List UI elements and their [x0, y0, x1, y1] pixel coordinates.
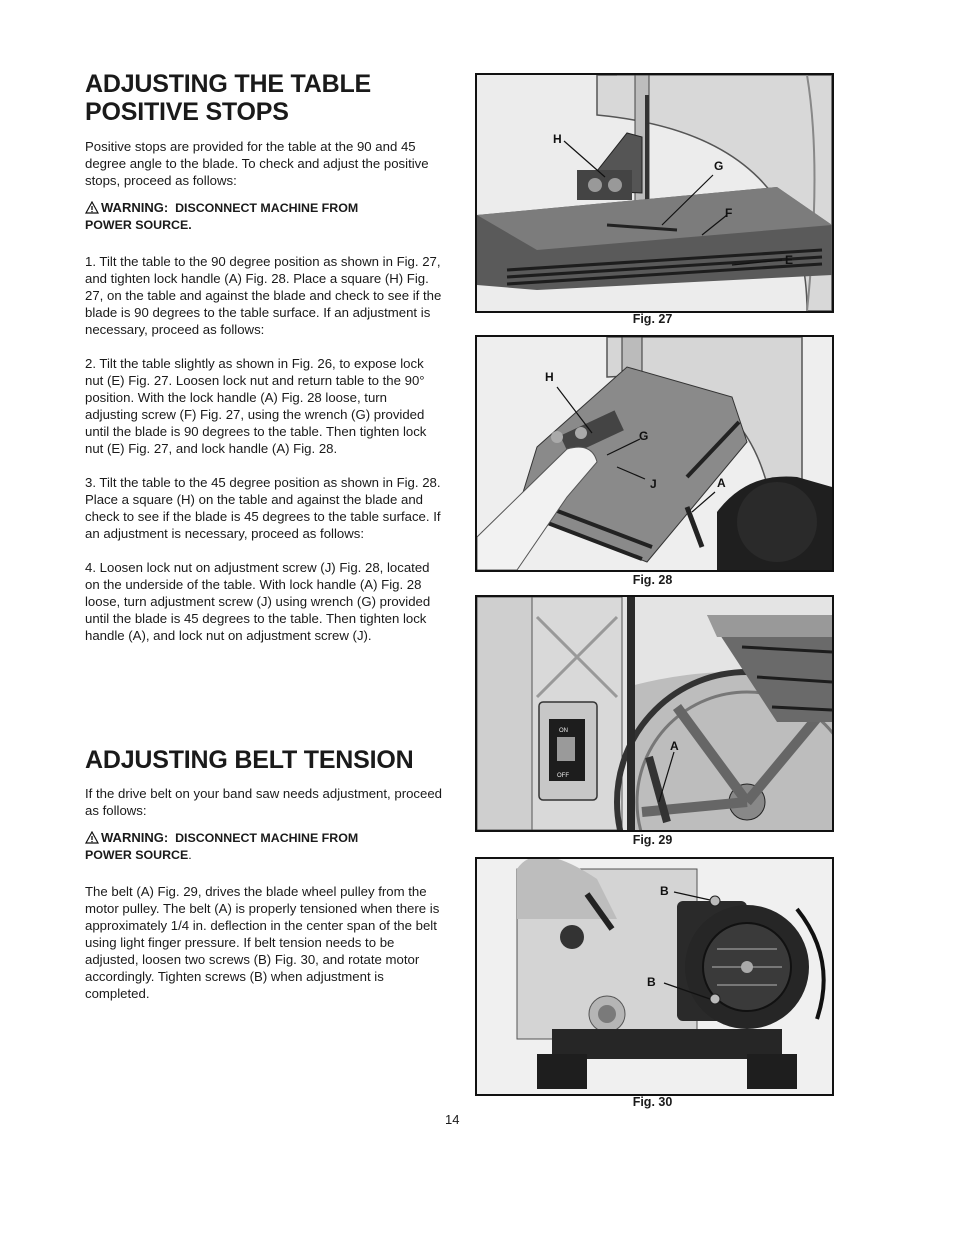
fig28-caption: Fig. 28: [632, 573, 673, 587]
belt-intro: If the drive belt on your band saw needs adjustment, proceed as follows:: [85, 786, 443, 818]
fig27-label-g: G: [714, 159, 724, 173]
belt-body: The belt (A) Fig. 29, drives the blade wheel pulley from the motor pulley. The belt (A) is properly tensioned when there is approximately 1/4 in. deflection in the center span of the belt using light finger pressure. If belt tension needs to be adjusted, loosen two screws (B) Fig. 30, and rotate motor accordingly. Tighten screws (B) when adjustment is completed.: [85, 884, 440, 1001]
fig27-label-f: F: [725, 206, 733, 220]
step-3: 3. Tilt the table to the 45 degree position as shown in Fig. 28. Place a square (H) on the table and against the blade and check to see if the blade is 45 degrees to the table surface. If an adjustment is necessary, proceed as follows:: [85, 475, 441, 541]
figure-29-photo: [475, 595, 834, 832]
fig27-caption: Fig. 27: [632, 312, 673, 326]
fig30-label-b-top: B: [660, 884, 669, 898]
step-2: 2. Tilt the table slightly as shown in Fig. 26, to expose lock nut (E) Fig. 27. Loosen lock nut and return table to the 90° position. With the lock handle (A) Fig. 28 loose, turn adjusting screw (F) Fig. 27, using the wrench (G) provided until the blade is 90 degrees to the table. Then tighten lock nut (E) Fig. 27, and lock handle (A) Fig. 28.: [85, 356, 427, 456]
fig30-label-b-bottom: B: [647, 975, 656, 989]
switch-off-label: OFF: [557, 773, 569, 779]
warning-block-2: WARNING: DISCONNECT MACHINE FROM POWER SOURCE.: [85, 830, 359, 862]
step-4: 4. Loosen lock nut on adjustment screw (J) Fig. 28, located on the underside of the table. With lock handle (A) Fig. 28 loose, turn adjustment screw (J) using wrench (G) provided until the blade is 45 degrees to the table. Then tighten lock handle (A), and lock nut on adjustment screw (J).: [85, 560, 431, 643]
section-title-table-stops: ADJUSTING THE TABLE POSITIVE STOPS: [85, 70, 372, 126]
fig29-caption: Fig. 29: [632, 833, 673, 847]
fig28-label-a: A: [717, 476, 726, 490]
fig28-label-g: G: [639, 429, 649, 443]
fig28-label-h: H: [545, 370, 554, 384]
section-title-belt-tension: ADJUSTING BELT TENSION: [85, 746, 414, 774]
warning-icon: [85, 201, 99, 214]
figure-28-photo: [475, 335, 834, 572]
fig27-label-e: E: [785, 253, 794, 267]
fig29-label-a: A: [670, 739, 679, 753]
left-column: [85, 70, 443, 1002]
fig30-caption: Fig. 30: [632, 1095, 673, 1109]
figure-27-photo: [475, 73, 834, 313]
page-number: 14: [445, 1112, 460, 1127]
switch-on-label: ON: [559, 728, 568, 734]
figure-30-photo: [475, 857, 834, 1096]
step-1: 1. Tilt the table to the 90 degree position as shown in Fig. 27, and tighten lock handle (A) Fig. 28. Place a square (H) Fig. 27, on the table and against the blade and check to see if the blade is 90 degrees to the table surface. If an adjustment is necessary, proceed as follows:: [85, 254, 442, 337]
warning-block: WARNING: DISCONNECT MACHINE FROM POWER SOURCE.: [85, 200, 359, 232]
fig28-label-j: J: [650, 477, 657, 491]
intro-paragraph: Positive stops are provided for the table at the 90 and 45 degree angle to the blade. To check and adjust the positive stops, proceed as follows:: [85, 139, 429, 188]
warning-icon: [85, 831, 99, 844]
fig27-label-h: H: [553, 132, 562, 146]
